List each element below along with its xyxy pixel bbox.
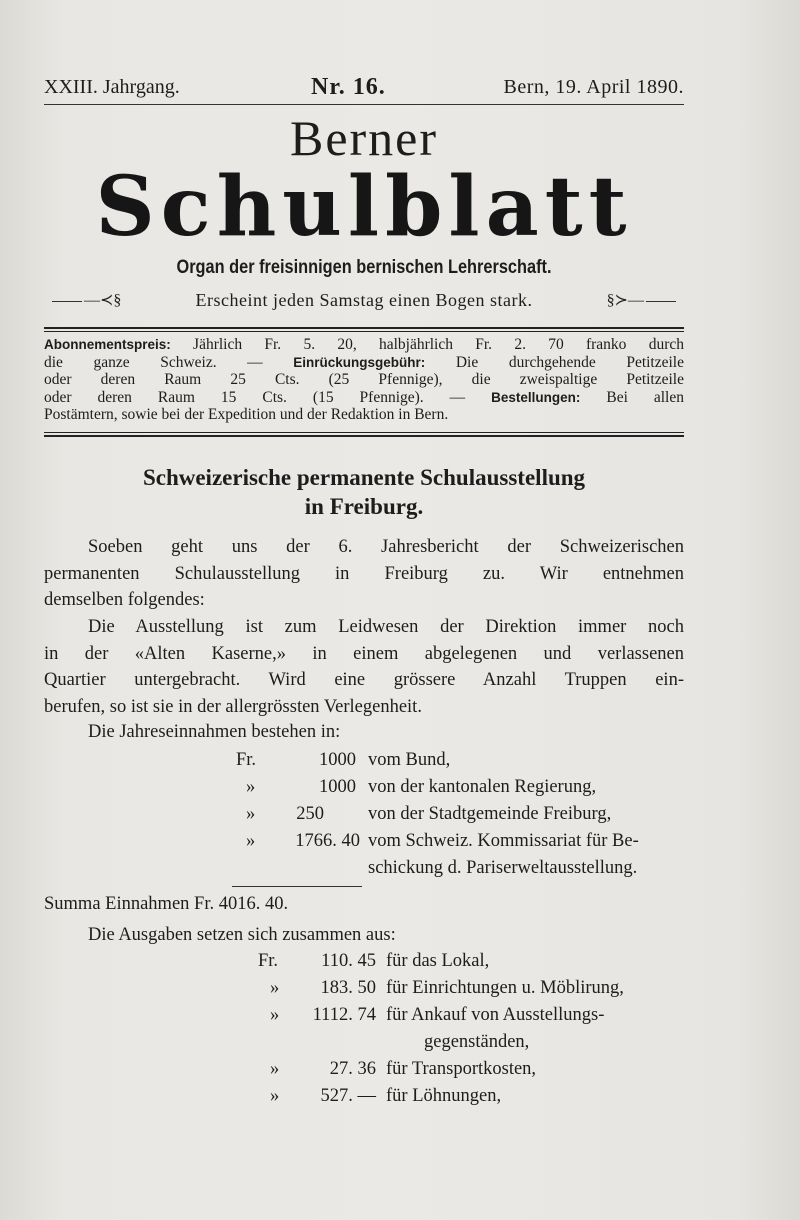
expense-desc: für Löhnungen, <box>386 1086 502 1106</box>
schedule-line <box>44 290 684 312</box>
dash-left <box>52 301 82 302</box>
subscription-info <box>44 336 684 424</box>
income-amount: 1000 <box>319 777 356 797</box>
expense-amount: 183. 50 <box>320 978 376 998</box>
article-headline: Schweizerische permanente Schulausstellung in Freiburg. <box>142 465 586 519</box>
expense-amount: 527. — <box>320 1086 376 1106</box>
subscription-rule-bottom-thin <box>44 432 684 433</box>
issue-number: Nr. 16. <box>311 74 386 100</box>
masthead-title-large: Schulblatt <box>95 159 633 255</box>
income-desc: vom Bund, <box>368 750 451 770</box>
sum-rule <box>232 886 362 887</box>
issue-date: Bern, 19. April 1890. <box>503 76 684 98</box>
income-amount: 1000 <box>319 750 356 770</box>
subscription-line: oder deren Raum 15 Cts. (15 Pfennige). — Bestellungen: Bei allen <box>44 388 684 406</box>
income-desc-continued: schickung d. Pariserweltausstellung. <box>368 858 638 878</box>
expense-prefix: » <box>270 1086 280 1106</box>
expense-prefix: Fr. <box>258 951 279 971</box>
subscription-line: die ganze Schweiz. — Einrückungsgebühr: Die durchgehende Petitzeile <box>44 353 684 371</box>
expense-desc: für Transportkosten, <box>386 1059 537 1079</box>
subscription-line: Abonnementspreis: Jährlich Fr. 5. 20, halbjährlich Fr. 2. 70 franko durch <box>44 336 684 353</box>
income-intro: Die Jahreseinnahmen bestehen in: <box>88 722 341 742</box>
article-paragraph-2: Die Ausstellung ist zum Leidwesen der Direktion immer noch in der «Alten Kaserne,» in einem abgelegenen und verlassenen Quartier untergebracht. Wird eine grössere Anzahl Truppen ein- berufen, so ist sie in der allergrössten Verlegenheit. <box>44 617 684 717</box>
ornament-left-icon: —≺§ <box>84 292 122 309</box>
subscription-rule-top-thin <box>44 331 684 332</box>
masthead-title-small: Berner <box>289 110 439 166</box>
expense-desc: für das Lokal, <box>386 951 490 971</box>
expense-amount: 27. 36 <box>329 1059 376 1079</box>
expense-desc: für Einrichtungen u. Möblirung, <box>386 978 624 998</box>
expense-amount: 110. 45 <box>321 951 376 971</box>
income-desc: von der Stadtgemeinde Freiburg, <box>368 804 612 824</box>
expense-prefix: » <box>270 1005 280 1025</box>
article-paragraph-1: Soeben geht uns der 6. Jahresbericht der Schweizerischen permanenten Schulausstellung in Freiburg zu. Wir entnehmen demselben folgendes: <box>44 537 684 610</box>
subscription-rule-top <box>44 327 684 329</box>
income-amount: 1766. 40 <box>295 831 360 851</box>
subscription-line: Postämtern, sowie bei der Expedition und der Redaktion in Bern. <box>44 406 449 423</box>
subscription-line: oder deren Raum 25 Cts. (25 Pfennige), die zweispaltige Petitzeile <box>44 371 684 388</box>
expense-prefix: » <box>270 1059 280 1079</box>
masthead-subtitle: Organ der freisinnigen bernischen Lehrerschaft. <box>176 257 552 278</box>
dash-right <box>646 301 676 302</box>
income-prefix: Fr. <box>236 750 257 770</box>
income-amount: 250 <box>296 804 324 824</box>
header-rule <box>44 104 684 105</box>
income-prefix: » <box>246 831 256 851</box>
expense-amount: 1112. 74 <box>312 1005 376 1025</box>
income-desc: vom Schweiz. Kommissariat für Be- <box>368 831 639 851</box>
income-prefix: » <box>246 777 256 797</box>
expense-desc-continued: gegenständen, <box>424 1032 530 1052</box>
expense-intro: Die Ausgaben setzen sich zusammen aus: <box>88 925 396 945</box>
expense-desc: für Ankauf von Ausstellungs- <box>386 1005 605 1025</box>
volume-label: XXIII. Jahrgang. <box>44 76 180 98</box>
ornament-right-icon: §≻— <box>606 292 644 309</box>
issue-header <box>44 76 684 102</box>
income-prefix: » <box>246 804 256 824</box>
subscription-rule-bottom <box>44 435 684 437</box>
schedule-text: Erscheint jeden Samstag einen Bogen stark. <box>195 290 533 310</box>
income-total: Summa Einnahmen Fr. 4016. 40. <box>44 894 289 914</box>
expense-prefix: » <box>270 978 280 998</box>
income-desc: von der kantonalen Regierung, <box>368 777 597 797</box>
